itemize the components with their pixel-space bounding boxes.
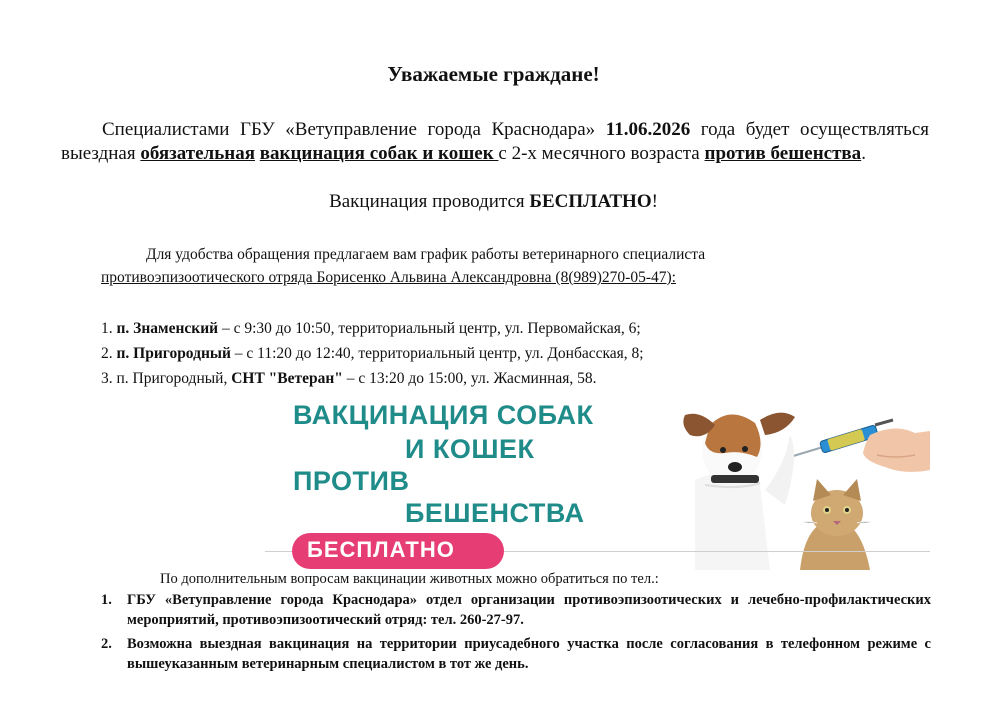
free-line xyxy=(0,191,987,213)
schedule-rest: – с 11:20 до 12:40, территориальный центр, ул. Донбасская, 8; xyxy=(230,345,644,362)
schedule-rest: – с 13:20 до 15:00, ул. Жасминная, 58. xyxy=(342,370,597,387)
schedule-intro-line2: противоэпизоотического отряда Борисенко Альвина Александровна (8(989)270-05-47): xyxy=(101,269,676,286)
schedule-num: 2. xyxy=(101,345,117,362)
intro-part1: Специалистами ГБУ «Ветуправление города Краснодара» xyxy=(102,119,606,140)
schedule-intro-line1: Для удобства обращения предлагаем вам график работы ветеринарного специалиста xyxy=(146,246,706,263)
schedule-item xyxy=(101,366,941,391)
schedule-place: СНТ "Ветеран" xyxy=(231,370,343,387)
banner-line2: И КОШЕК xyxy=(405,434,535,464)
contact-intro: По дополнительным вопросам вакцинации животных можно обратиться по тел.: xyxy=(160,571,659,587)
schedule-prefix: п. Пригородный, xyxy=(116,370,232,387)
intro-rabies: против бешенства xyxy=(704,143,862,164)
note-text: Возможна выездная вакцинация на территории приусадебного участка после согласования в телефонном режиме с вышеуказанным ветеринарным специалистом в тот же день. xyxy=(127,636,931,672)
free-badge-label: БЕСПЛАТНО xyxy=(307,537,455,562)
schedule-num: 3. xyxy=(101,370,117,387)
dog-icon xyxy=(683,413,795,570)
intro-paragraph xyxy=(61,118,929,166)
notes-list xyxy=(101,590,931,678)
schedule-num: 1. xyxy=(101,320,117,337)
banner-line4: БЕШЕНСТВА xyxy=(405,498,585,528)
schedule-item xyxy=(101,316,941,341)
banner-line1: ВАКЦИНАЦИЯ СОБАК xyxy=(293,400,594,430)
page-title: Уважаемые граждане! xyxy=(387,62,600,86)
schedule-list xyxy=(101,316,941,391)
schedule-place: п. Пригородный xyxy=(116,345,231,362)
intro-date: 11.06.2026 xyxy=(605,119,691,140)
intro-vaccination: вакцинация собак и кошек xyxy=(259,143,499,164)
intro-part4: . xyxy=(861,143,866,164)
cat-icon xyxy=(800,479,871,570)
hand-icon xyxy=(863,428,930,471)
free-line-free: БЕСПЛАТНО xyxy=(529,191,652,212)
banner-line3: ПРОТИВ xyxy=(293,466,410,496)
schedule-rest: – с 9:30 до 10:50, территориальный центр, ул. Первомайская, 6; xyxy=(218,320,641,337)
schedule-item xyxy=(101,341,941,366)
intro-mandatory: обязательная xyxy=(140,143,255,164)
schedule-intro xyxy=(101,243,941,289)
note-item xyxy=(101,634,931,674)
intro-part2: года будет осуществляться выездная xyxy=(61,119,929,164)
note-num: 1. xyxy=(101,592,112,608)
note-num: 2. xyxy=(101,636,112,652)
free-line-part2: ! xyxy=(651,191,658,212)
note-text: ГБУ «Ветуправление города Краснодара» отдел организации противоэпизоотических и лечебно-профилактических мероприятий, противоэпизоотический отряд: тел. 260-27-97. xyxy=(127,592,931,628)
schedule-place: п. Знаменский xyxy=(116,320,219,337)
note-item xyxy=(101,590,931,630)
intro-part3: с 2-х месячного возраста xyxy=(498,143,705,164)
free-line-part1: Вакцинация проводится xyxy=(329,191,530,212)
